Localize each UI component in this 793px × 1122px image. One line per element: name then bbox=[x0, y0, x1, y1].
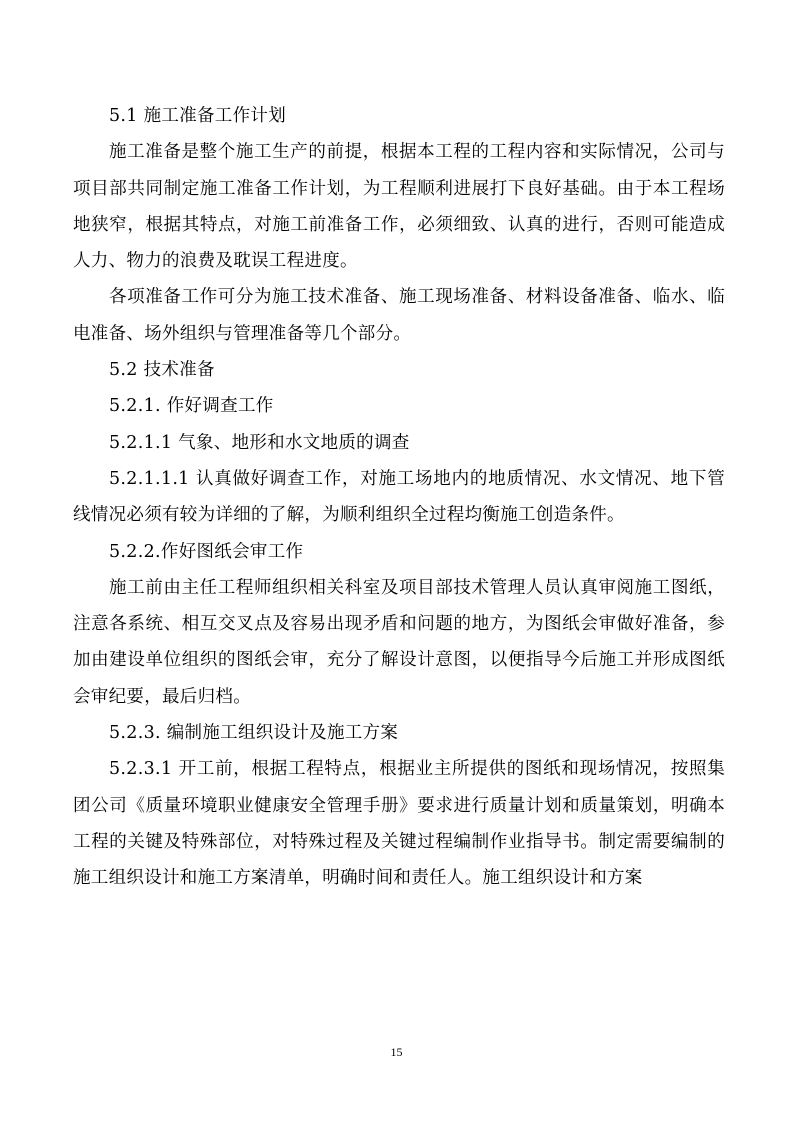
heading-5-2-2: 5.2.2.作好图纸会审工作 bbox=[109, 541, 304, 562]
heading-5-1: 5.1 施工准备工作计划 bbox=[109, 106, 286, 126]
heading-5-2-3: 5.2.3. 编制施工组织设计及施工方案 bbox=[109, 723, 399, 744]
heading-5-2-1: 5.2.1. 作好调查工作 bbox=[109, 396, 274, 417]
heading-5-2: 5.2 技术准备 bbox=[109, 360, 215, 381]
paragraph-preparation-categories: 各项准备工作可分为施工技术准备、施工现场准备、材料设备准备、临水、临电准备、场外组织与管理准备等几个部分。 bbox=[73, 287, 725, 344]
page-body bbox=[73, 98, 725, 897]
paragraph-5-2-1-1-1: 5.2.1.1.1 认真做好调查工作，对施工场地内的地质情况、水文情况、地下管线情况必须有较为详细的了解，为顺利组织全过程均衡施工创造条件。 bbox=[73, 468, 725, 526]
paragraph-preparation-overview: 施工准备是整个施工生产的前提，根据本工程的工程内容和实际情况，公司与项目部共同制定施工准备工作计划，为工程顺利进展打下良好基础。由于本工程场地狭窄，根据其特点，对施工前准备工作，必须细致、认真的进行，否则可能造成人力、物力的浪费及耽误工程进度。 bbox=[73, 142, 725, 272]
paragraph-drawing-review: 施工前由主任工程师组织相关科室及项目部技术管理人员认真审阅施工图纸，注意各系统、相互交叉点及容易出现矛盾和问题的地方，为图纸会审做好准备，参加由建设单位组织的图纸会审，充分了解设计意图，以便指导今后施工并形成图纸会审纪要，最后归档。 bbox=[73, 577, 725, 707]
page-number: 15 bbox=[390, 1045, 403, 1059]
paragraph-5-2-3-1: 5.2.3.1 开工前，根据工程特点，根据业主所提供的图纸和现场情况，按照集团公司《质量环境职业健康安全管理手册》要求进行质量计划和质量策划，明确本工程的关键及特殊部位，对特殊过程及关键过程编制作业指导书。制定需要编制的施工组织设计和施工方案清单，明确时间和责任人。施工组织设计和方案 bbox=[73, 759, 725, 889]
heading-5-2-1-1: 5.2.1.1 气象、地形和水文地质的调查 bbox=[109, 432, 410, 453]
